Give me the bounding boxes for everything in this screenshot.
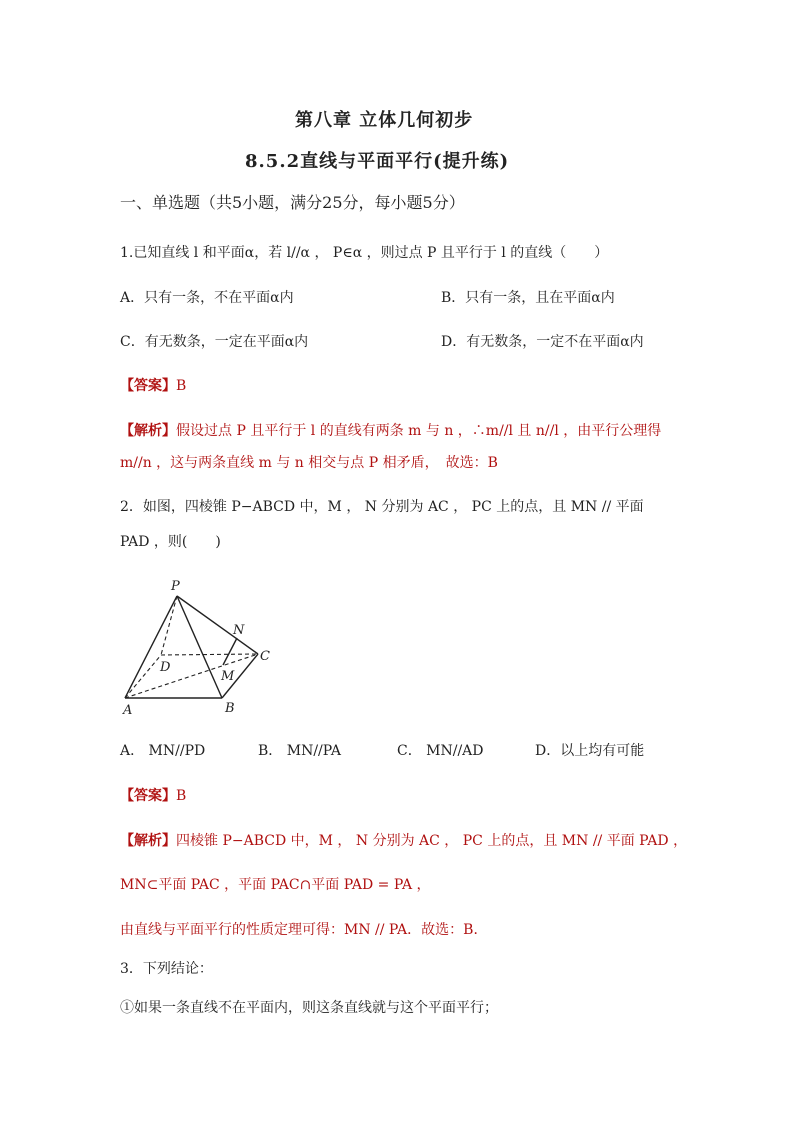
label-B: B xyxy=(225,701,235,716)
q1-option-a: A．只有一条，不在平面α内 xyxy=(120,290,294,306)
q3-stem: 3．下列结论： xyxy=(120,961,213,977)
q2-option-a: A． MN//PD xyxy=(120,743,206,759)
label-P: P xyxy=(171,579,180,594)
q1-answer xyxy=(120,375,186,395)
q1-option-c: C．有无数条，一定在平面α内 xyxy=(120,334,309,350)
q1-stem: 1.已知直线 l 和平面α，若 l//α ， P∈α ，则过点 P 且平行于 l 的直线（ ） xyxy=(120,245,609,261)
q2-stem-line1: 2．如图，四棱锥 P−ABCD 中，M ， N 分别为 AC ， PC 上的点，且 MN // 平面 xyxy=(120,499,644,515)
segment-MN xyxy=(223,638,237,665)
q2-analysis-line3: 由直线与平面平行的性质定理可得：MN // PA．故选：B． xyxy=(120,922,488,938)
pyramid-figure xyxy=(115,572,275,722)
lesson-title: 8.5.2直线与平面平行(提升练) xyxy=(245,151,510,172)
chapter-title: 第八章 立体几何初步 xyxy=(295,110,474,131)
analysis-text: 假设过点 P 且平行于 l 的直线有两条 m 与 n ，∴m//l 且 n//l ，由平行公理得 xyxy=(176,423,662,439)
analysis-text: 四棱锥 P−ABCD 中，M ， N 分别为 AC ， PC 上的点，且 MN // 平面 PAD ， xyxy=(176,833,688,849)
q2-option-c: C． MN//AD xyxy=(397,743,484,759)
q1-analysis-line1 xyxy=(120,420,661,440)
answer-value: B xyxy=(176,378,187,394)
q2-option-d: D．以上均有可能 xyxy=(535,743,645,759)
edge-DC xyxy=(161,654,258,655)
analysis-label: 【解析】 xyxy=(120,423,176,439)
diagonal-AC xyxy=(125,654,258,698)
q1-option-b: B．只有一条，且在平面α内 xyxy=(441,290,615,306)
label-A: A xyxy=(123,703,133,718)
q2-analysis-line1 xyxy=(120,830,687,850)
answer-label: 【答案】 xyxy=(120,378,176,394)
answer-value: B xyxy=(176,788,187,804)
label-M: M xyxy=(221,669,235,684)
q3-item-1: ①如果一条直线不在平面内，则这条直线就与这个平面平行； xyxy=(120,1000,498,1016)
q2-analysis-line2: MN⊂平面 PAC ，平面 PAC∩平面 PAD = PA ， xyxy=(120,877,431,893)
q1-option-d: D．有无数条，一定不在平面α内 xyxy=(441,334,644,350)
analysis-label: 【解析】 xyxy=(120,833,176,849)
q2-option-b: B． MN//PA xyxy=(258,743,342,759)
label-C: C xyxy=(260,649,270,664)
label-D: D xyxy=(160,660,171,675)
label-N: N xyxy=(233,623,245,638)
q1-analysis-line2: m//n ，这与两条直线 m 与 n 相交与点 P 相矛盾， 故选：B xyxy=(120,455,498,471)
edge-PA xyxy=(125,596,177,698)
edge-PD xyxy=(161,596,177,655)
answer-label: 【答案】 xyxy=(120,788,176,804)
q2-stem-line2: PAD ，则( ) xyxy=(120,534,221,550)
section-heading: 一、单选题（共5小题，满分25分，每小题5分） xyxy=(120,193,465,212)
q2-answer xyxy=(120,785,186,805)
